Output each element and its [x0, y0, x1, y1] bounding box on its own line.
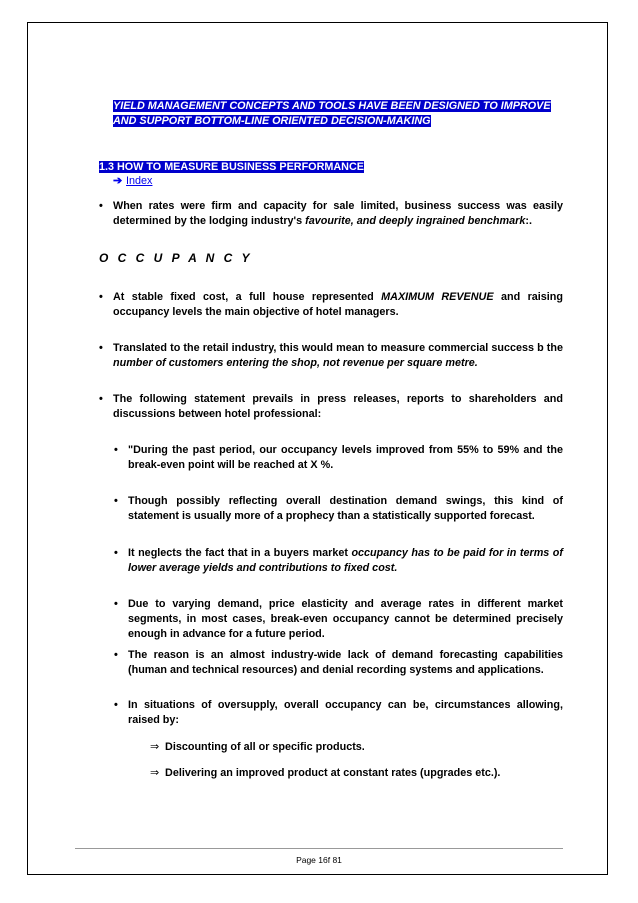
bullet-icon: •	[99, 342, 103, 354]
bullet-emphasis: number of customers entering the shop, not revenue per square metre.	[113, 357, 478, 369]
sub-bullet-prophecy	[114, 494, 563, 524]
bullet-text: The following statement prevails in press releases, reports to shareholders and discussions between hotel professional:	[113, 393, 563, 420]
section-heading	[99, 160, 364, 174]
bullet-statement	[99, 392, 563, 422]
bullet-emphasis: occupancy has to be paid for in terms of lower average yields and contributions to fixed cost.	[128, 547, 563, 574]
bullet-text: "During the past period, our occupancy levels improved from 55% to 59% and the break-even point will be reached at X %.	[128, 444, 563, 471]
bullet-icon: •	[99, 291, 103, 303]
bullet-text: Translated to the retail industry, this would mean to measure commercial success b the	[113, 342, 563, 354]
banner-line-1: YIELD MANAGEMENT CONCEPTS AND TOOLS HAVE BEEN DESIGNED TO IMPROVE	[113, 100, 551, 112]
bullet-icon: •	[114, 649, 118, 661]
bullet-icon: •	[114, 699, 118, 711]
bullet-firm-rates	[99, 199, 563, 229]
footer-divider	[75, 848, 563, 849]
occupancy-heading: O C C U P A N C Y	[99, 251, 253, 265]
right-arrow-icon: ➔	[113, 175, 123, 187]
bullet-icon: •	[99, 393, 103, 405]
bullet-icon: •	[99, 200, 103, 212]
bullet-icon: •	[114, 444, 118, 456]
bullet-emphasis: MAXIMUM REVENUE	[381, 291, 494, 303]
bullet-stable-cost	[99, 290, 563, 320]
bullet-retail	[99, 341, 563, 371]
sub-bullet-neglect	[114, 546, 563, 576]
bullet-text: The reason is an almost industry-wide lack of demand forecasting capabilities (human and technical resources) and denial recording systems and applications.	[128, 649, 563, 676]
bullet-emphasis: favourite, and deeply ingrained benchmark	[305, 215, 526, 227]
bullet-text: Due to varying demand, price elasticity and average rates in different market segments, in most cases, break-even occupancy cannot be determined precisely enough in advance for a future period.	[128, 598, 563, 640]
implies-arrow-icon: ⇒	[150, 767, 160, 779]
highlight-banner	[113, 99, 563, 129]
sub-bullet-oversupply	[114, 698, 563, 728]
implies-arrow-icon: ⇒	[150, 741, 160, 753]
bullet-tail: :.	[525, 215, 532, 227]
bullet-text: It neglects the fact that in a buyers market	[128, 547, 352, 559]
bullet-icon: •	[114, 547, 118, 559]
bullet-text: When rates were firm and capacity for sale limited, business success was easily determined by the lodging industry's	[113, 200, 563, 227]
index-link[interactable]	[113, 174, 152, 188]
bullet-text: In situations of oversupply, overall occupancy can be, circumstances allowing, raised by:	[128, 699, 563, 726]
index-link-label: Index	[126, 175, 153, 187]
bullet-text: At stable fixed cost, a full house represented	[113, 291, 382, 303]
bullet-icon: •	[114, 495, 118, 507]
section-heading-text: 1.3 HOW TO MEASURE BUSINESS PERFORMANCE	[99, 161, 364, 173]
sub-bullet-reason	[114, 648, 563, 678]
arrow-item-text: Delivering an improved product at constant rates (upgrades etc.).	[165, 767, 501, 779]
banner-line-2: AND SUPPORT BOTTOM-LINE ORIENTED DECISION-MAKING	[113, 115, 431, 127]
arrow-item-text: Discounting of all or specific products.	[165, 741, 365, 753]
arrow-item-upgrades	[150, 766, 570, 781]
bullet-text: Though possibly reflecting overall destination demand swings, this kind of statement is usually more of a prophecy than a statistically supported forecast.	[128, 495, 563, 522]
sub-bullet-varying-demand	[114, 597, 563, 642]
sub-bullet-quote	[114, 443, 563, 473]
bullet-icon: •	[114, 598, 118, 610]
bullet-tail: and raising occupancy levels the main objective of hotel managers.	[113, 291, 563, 318]
page-number: Page 16f 81	[296, 855, 342, 865]
arrow-item-discounting	[150, 740, 570, 755]
